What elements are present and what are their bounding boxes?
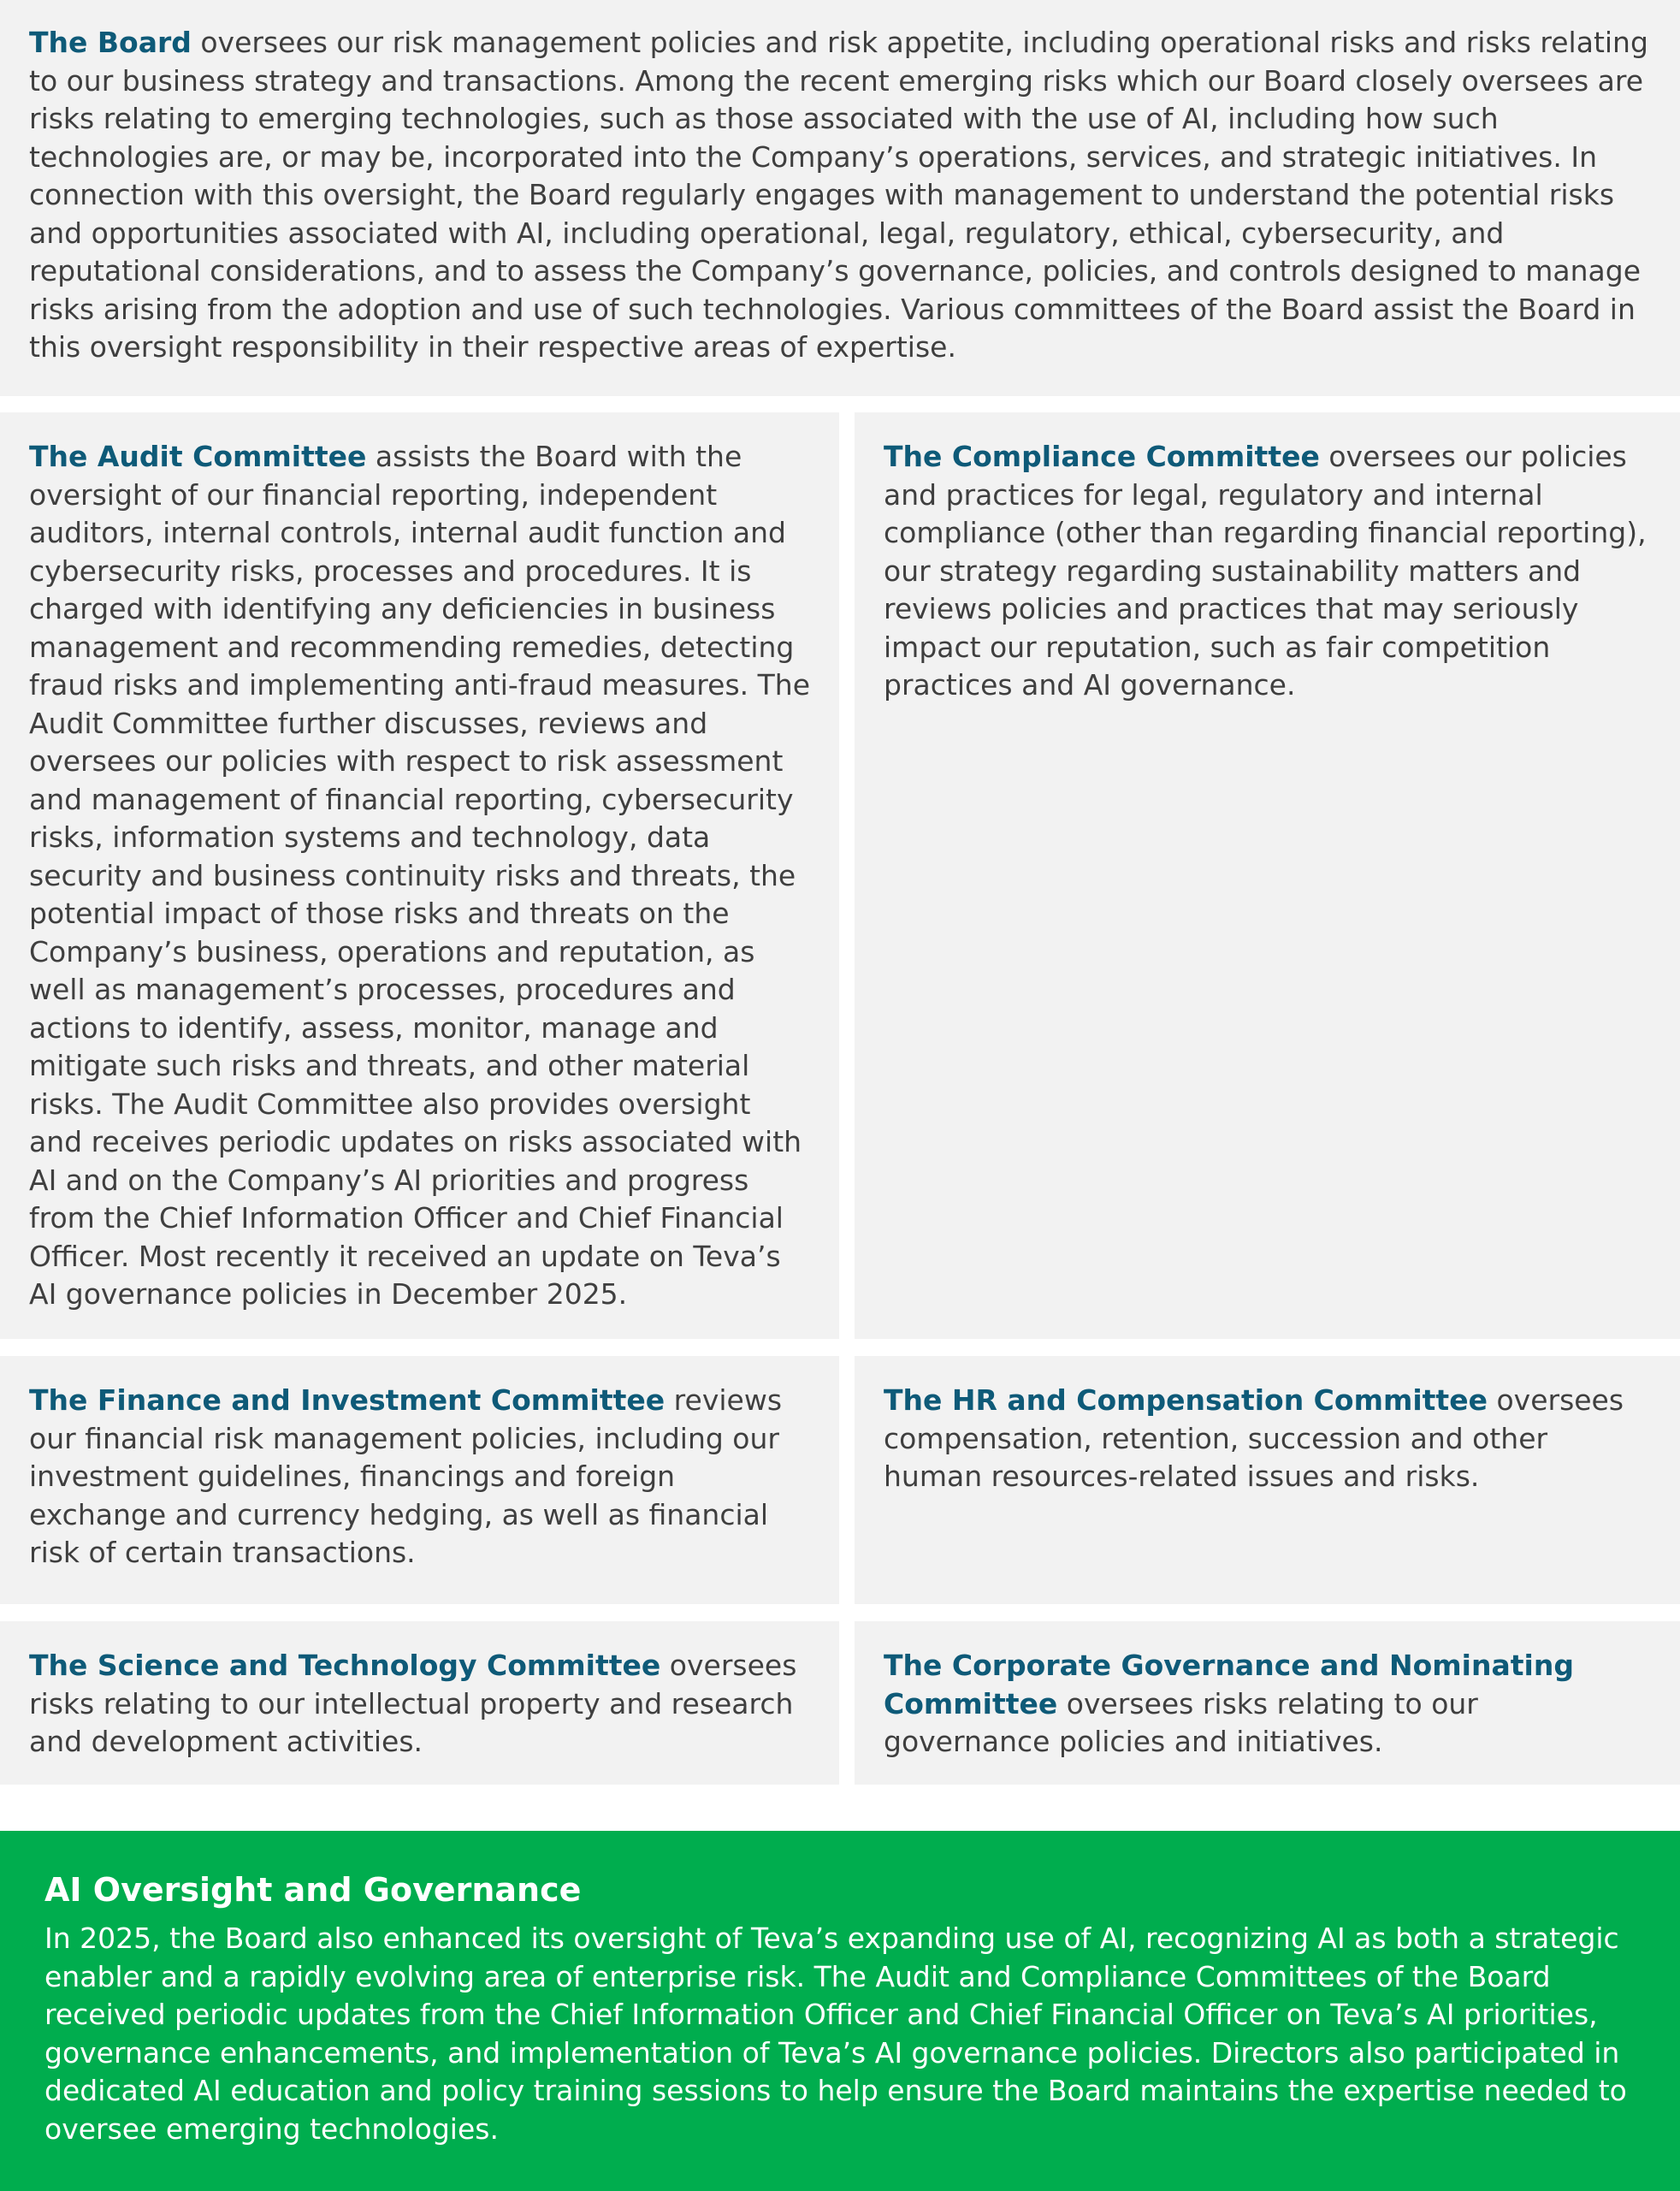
science-committee-lead: The Science and Technology Committee [29,1649,661,1682]
ai-oversight-title: AI Oversight and Governance [44,1871,582,1909]
governance-committee-text: oversees risks relating to our governance policies and initiatives. [884,1686,1478,1758]
governance-committee-lead: The Corporate Governance and Nominating Committee [884,1649,1574,1720]
finance-committee-text: reviews our financial risk management policies, including our investment guidelines, financings and foreign exchange and currency hedging, as well as financial risk of certain transactions. [29,1383,783,1569]
board-text: oversees our risk management policies and risk appetite, including operational risks and risks relating to our business strategy and transactions. Among the recent emerging risks which our Board closely oversees are risks relating to emerging technologies, such as those associated with the use of AI, including how such technologies are, or may be, incorporated into the Company’s operations, services, and strategic initiatives. In connection with this oversight, the Board regularly engages with management to understand the potential risks and opportunities associated with AI, including operational, legal, regulatory, ethical, cybersecurity, and reputational considerations, and to assess the Company’s governance, policies, and controls designed to manage risks arising from the adoption and use of such technologies. Various committees of the Board assist the Board in this oversight responsibility in their respective areas of expertise. [29,26,1648,364]
audit-committee-panel [0,412,839,1339]
governance-committee-paragraph [884,1647,1651,1762]
finance-committee-panel [0,1356,839,1604]
finance-committee-lead: The Finance and Investment Committee [29,1383,665,1417]
compliance-committee-panel [855,412,1680,1339]
compliance-committee-text: oversees our policies and practices for legal, regulatory and internal compliance (other than regarding financial reporting), our strategy regarding sustainability matters and reviews policies and practices that may seriously impact our reputation, such as fair competition practices and AI governance. [884,440,1647,702]
ai-oversight-body: In 2025, the Board also enhanced its oversight of Teva’s expanding use of AI, recognizing AI as both a strategic enabler and a rapidly evolving area of enterprise risk. The Audit and Compliance Committees of the Board received periodic updates from the Chief Information Officer and Chief Financial Officer on Teva’s AI priorities, governance enhancements, and implementation of Teva’s AI governance policies. Directors also participated in dedicated AI education and policy training sessions to help ensure the Board maintains the expertise needed to oversee emerging technologies. [44,1922,1627,2146]
science-committee-panel [0,1621,839,1785]
ai-oversight-panel [0,1831,1680,2191]
audit-committee-paragraph [29,438,810,1314]
board-lead: The Board [29,26,192,59]
hr-committee-lead: The HR and Compensation Committee [884,1383,1488,1417]
hr-committee-paragraph [884,1382,1651,1496]
audit-committee-lead: The Audit Committee [29,440,367,473]
compliance-committee-lead: The Compliance Committee [884,440,1320,473]
board-panel [0,0,1680,396]
finance-committee-paragraph [29,1382,810,1572]
compliance-committee-paragraph [884,438,1651,705]
science-committee-paragraph [29,1647,810,1762]
science-committee-text: oversees risks relating to our intellectual property and research and development activities. [29,1649,797,1758]
board-paragraph [29,24,1651,367]
audit-committee-text: assists the Board with the oversight of our financial reporting, independent auditors, internal controls, internal audit function and cybersecurity risks, processes and procedures. It is charged with identifying any deficiencies in business management and recommending remedies, detecting fraud risks and implementing anti-fraud measures. The Audit Committee further discusses, reviews and oversees our policies with respect to risk assessment and management of financial reporting, cybersecurity risks, information systems and technology, data security and business continuity risks and threats, the potential impact of those risks and threats on the Company’s business, operations and reputation, as well as management’s processes, procedures and actions to identify, assess, monitor, manage and mitigate such risks and threats, and other material risks. The Audit Committee also provides oversight and receives periodic updates on risks associated with AI and on the Company’s AI priorities and progress from the Chief Information Officer and Chief Financial Officer. Most recently it received an update on Teva’s AI governance policies in December 2025. [29,440,810,1311]
hr-committee-panel [855,1356,1680,1604]
hr-committee-text: oversees compensation, retention, succession and other human resources-related issues and risks. [884,1383,1624,1493]
governance-committee-panel [855,1621,1680,1785]
